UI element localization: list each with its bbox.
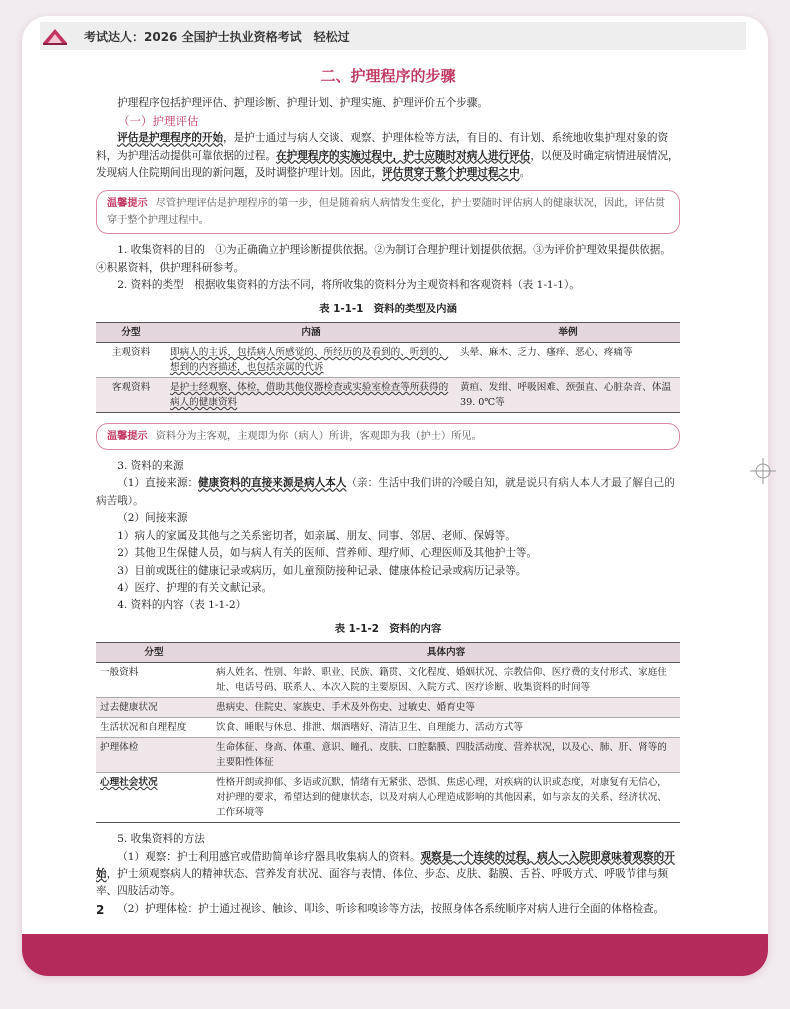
table-cell: 客观资料: [96, 378, 166, 413]
bottom-band: [22, 934, 768, 976]
table-cell: [96, 773, 212, 823]
column-header: 具体内容: [212, 643, 680, 663]
table-cell: 过去健康状况: [96, 698, 212, 718]
highlight-text: 即病人的主诉，包括病人所感觉的、所经历的及看到的、听到的、想到的内容描述，也包括亲属的代诉: [170, 347, 449, 374]
list-item: 4. 资料的内容（表 1-1-2）: [117, 599, 247, 612]
tip-label: 温馨提示: [107, 198, 148, 210]
table-row: [96, 738, 680, 773]
indirect-source: （2）间接来源: [117, 512, 188, 525]
table-row: [96, 378, 680, 413]
highlight-text: 评估贯穿于整个护理过程之中: [382, 167, 520, 180]
table-cell: 生命体征、身高、体重、意识、瞳孔、皮肤、口腔黏膜、四肢活动度、营养状况，以及心、肺、肝、肾等的主要阳性体征: [212, 738, 680, 773]
table-cell: 一般资料: [96, 663, 212, 698]
intro-paragraph: 护理程序包括护理评估、护理诊断、护理计划、护理实施、护理评价五个步骤。: [117, 97, 488, 110]
table-row: [96, 663, 680, 698]
table-cell: 性格开朗或抑郁、多语或沉默，情绪有无紧张、恐惧、焦虑心理，对疾病的认识或态度，对康复有无信心，对护理的要求，希望达到的健康状态，以及对病人心理造成影响的其他因素，如与亲友的关系、经济状况、工作环境等: [212, 773, 680, 823]
table-cell: 主观资料: [96, 343, 166, 378]
table-row: [96, 698, 680, 718]
body-text: ，是护士通过与病人交谈、观察、护理体检等方法，有目的、有计划、系统地收集护理对象的资料，为护理活动提供可靠依据的过程。: [96, 132, 669, 162]
sources-title: 3. 资料的来源: [117, 460, 184, 473]
table-row: [96, 343, 680, 378]
list-item: 3）目前或既往的健康记录或病历，如儿童预防接种记录、健康体检记录或病历记录等。: [117, 564, 527, 577]
body-text: 。: [519, 167, 531, 180]
body-text: （1）观察：护士利用感官或借助简单诊疗器具收集病人的资料。: [117, 850, 421, 863]
note-text: （亲：生活中我们讲的冷暖自知，就是说只有病人本人才最了解自己的病苦哦）。: [96, 477, 675, 507]
table-data-types: [96, 322, 680, 413]
table1-caption: 表 1-1-1 资料的类型及内涵: [319, 302, 457, 315]
highlight-text: 观察是一个连续的过程，病人一入院即意味着观察的开始: [96, 850, 675, 880]
highlight-text: 在护理程序的实施过程中，护士应随时对病人进行评估: [276, 149, 531, 162]
list-item: 2）其他卫生保健人员，如与病人有关的医师、营养师、理疗师、心理医师及其他护士等。: [117, 547, 538, 560]
assessment-paragraph: [96, 130, 680, 182]
table-cell: [166, 378, 456, 413]
exam-paragraph: （2）护理体检：护士通过视诊、触诊、叩诊、听诊和嗅诊等方法，按照身体各系统顺序对病人进行全面的体格检查。: [117, 902, 665, 915]
table-cell: 生活状况和自理程度: [96, 718, 212, 738]
list-item: 4）医疗、护理的有关文献记录。: [117, 581, 273, 594]
table-cell: 黄疸、发绀、呼吸困难、颈强直、心脏杂音、体温 39. 0℃等: [456, 378, 680, 413]
highlight-text: 是护士经观察、体检，借助其他仪器检查或实验室检查等所获得的病人的健康资料: [170, 382, 449, 409]
methods-title: 5. 收集资料的方法: [117, 833, 205, 846]
column-header: 分型: [96, 643, 212, 663]
column-header: 内涵: [166, 323, 456, 343]
observation-paragraph: [96, 849, 680, 901]
table-cell: 病人姓名、性别、年龄、职业、民族、籍贯、文化程度、婚姻状况、宗教信仰、医疗费的支付形式、家庭住址、电话号码、联系人、本次入院的主要原因、入院方式、医疗诊断、收集资料的时间等: [212, 663, 680, 698]
tip-text: 资料分为主客观，主观即为你（病人）所讲，客观即为我（护士）所见。: [155, 431, 482, 443]
table-row: [96, 718, 680, 738]
crosshair-mark-icon: [750, 458, 776, 484]
table-cell: 患病史、住院史、家族史、手术及外伤史、过敏史、婚育史等: [212, 698, 680, 718]
table-cell: 饮食、睡眠与休息、排泄、烟酒嗜好、清洁卫生、自理能力、活动方式等: [212, 718, 680, 738]
body-text: ，护士须观察病人的精神状态、营养发育状况、面容与表情、体位、步态、皮肤、黏膜、舌苔、呼吸方式、呼吸节律与频率、四肢活动等。: [96, 867, 669, 898]
body-text: （1）直接来源：: [117, 477, 199, 490]
highlight-text: 健康资料的直接来源是病人本人: [198, 477, 347, 490]
highlight-text: 心理社会状况: [100, 777, 158, 789]
list-item: 1）病人的家属及其他与之关系密切者，如亲属、朋友、同事、邻居、老师、保姆等。: [117, 529, 516, 542]
tip-box: [96, 423, 680, 450]
section-title: 二、护理程序的步骤: [320, 67, 456, 85]
header-title: 考试达人：2026 全国护士执业资格考试 轻松过: [84, 29, 350, 44]
table-cell: 头晕、麻木、乏力、瘙痒、恶心、疼痛等: [456, 343, 680, 378]
table-header-row: [96, 643, 680, 663]
tip-text: 尽管护理评估是护理程序的第一步，但是随着病人病情发生变化，护士要随时评估病人的健康状况，因此，评估贯穿于整个护理过程中。: [107, 198, 666, 227]
book-logo-icon: [40, 25, 70, 47]
page-content: [96, 60, 680, 918]
highlight-text: 评估是护理程序的开始: [117, 132, 224, 145]
column-header: 举例: [456, 323, 680, 343]
list-item: 1. 收集资料的目的 ①为正确确立护理诊断提供依据。②为制订合理护理计划提供依据。③为评价护理效果提供依据。④积累资料，供护理科研参考。: [96, 244, 671, 274]
table-data-content: [96, 642, 680, 823]
table-row: [96, 773, 680, 823]
table-header-row: [96, 323, 680, 343]
table-cell: [166, 343, 456, 378]
table-cell: 护理体检: [96, 738, 212, 773]
page-number: 2: [96, 903, 105, 917]
tip-label: 温馨提示: [107, 431, 148, 443]
tip-box: [96, 190, 680, 234]
list-item: 2. 资料的类型 根据收集资料的方法不同，将所收集的资料分为主观资料和客观资料（表 1-1-1）。: [117, 279, 580, 292]
running-header: [40, 22, 746, 50]
body-text: ，以便及时确定病情进展情况，发现病人住院期间出现的新问题，及时调整护理计划。因此，: [96, 149, 679, 180]
direct-source: [96, 475, 680, 510]
subsection-title: （一）护理评估: [118, 113, 199, 128]
table2-caption: 表 1-1-2 资料的内容: [334, 622, 442, 635]
column-header: 分型: [96, 323, 166, 343]
